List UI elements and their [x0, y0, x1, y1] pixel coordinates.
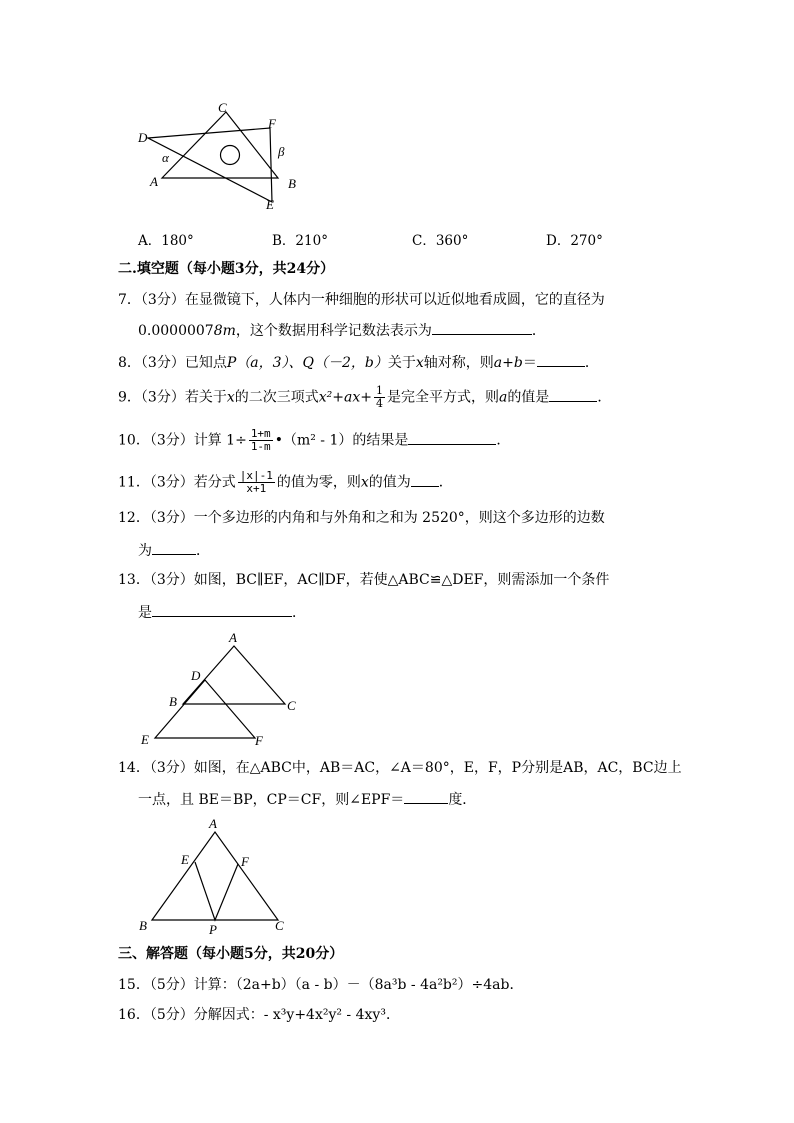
q9-answer-blank[interactable]	[549, 387, 597, 402]
label-c-q13: C	[287, 698, 296, 713]
label-a: A	[150, 174, 158, 189]
q12-answer-blank[interactable]	[152, 540, 196, 555]
segments-epf	[195, 862, 238, 920]
q8-answer-blank[interactable]	[537, 352, 585, 367]
q8-line: 8．（3分）已知点P（a，3）、Q（－2，b）关于x轴对称，则a+b＝ ．	[118, 352, 599, 373]
q7-answer-blank[interactable]	[432, 320, 532, 335]
section-title-fill-blank: 二.填空题（每小题3分，共24分）	[118, 261, 335, 277]
q7-line1: 7．（3分）在显微镜下，人体内一种细胞的形状可以近似地看成圆，它的直径为	[118, 292, 605, 308]
q9-line: 9．（3分）若关于x的二次三项式x²+ax+ $\frac{1}{4}$ 是完全平方式，则a的值是 ．	[118, 384, 612, 410]
label-a-q13: A	[229, 630, 237, 645]
q13-answer-blank[interactable]	[152, 602, 292, 617]
label-a-q14: A	[209, 816, 217, 831]
label-e-q14: E	[181, 852, 189, 867]
label-d: D	[138, 130, 148, 145]
label-f: F	[268, 116, 276, 131]
q11-fraction: $\frac{|x|-1}{x+1}$	[239, 469, 273, 495]
q10-fraction: $\frac{1+m}{1-m}$	[250, 427, 271, 453]
triangle-def	[148, 128, 272, 202]
triangle-abc	[162, 112, 278, 178]
q10-line: 10．（3分）计算 1÷ $\frac{1+m}{1-m}$ •（m² - 1）的结果是 ．	[118, 427, 511, 453]
label-b: B	[288, 176, 296, 191]
q7-line2: 0.00000078m，这个数据用科学记数法表示为 ．	[138, 320, 546, 341]
label-beta: β	[278, 144, 285, 159]
q15-line: 15．（5分）计算：（2a+b）（a - b）－（8a³b - 4a²b²）÷4ab．	[118, 977, 524, 993]
label-f-q14: F	[241, 854, 249, 869]
q13-line1: 13．（3分）如图，BC∥EF，AC∥DF，若使△ABC≌△DEF，则需添加一个条件	[118, 572, 610, 588]
triangle-abc-q14	[152, 832, 278, 920]
label-c: C	[218, 100, 227, 115]
option-b[interactable]: B．210°	[272, 233, 328, 249]
q16-line: 16．（5分）分解因式：- x³y+4x²y² - 4xy³．	[118, 1007, 400, 1023]
option-c[interactable]: C．360°	[412, 233, 469, 249]
label-e-q13: E	[141, 732, 149, 747]
q13-line2: 是 ．	[138, 602, 306, 623]
label-d-q13: D	[191, 668, 201, 683]
figure-q14	[135, 814, 295, 938]
label-b-q13: B	[169, 694, 177, 709]
figure-q13	[135, 628, 310, 750]
q14-answer-blank[interactable]	[404, 789, 448, 804]
q10-answer-blank[interactable]	[408, 430, 496, 445]
label-e: E	[266, 197, 274, 212]
option-a[interactable]: A．180°	[138, 233, 194, 249]
q12-line2: 为 ．	[138, 540, 210, 561]
q12-line1: 12．（3分）一个多边形的内角和与外角和之和为 2520°，则这个多边形的边数	[118, 510, 605, 526]
q9-fraction: $\frac{1}{4}$	[375, 384, 383, 410]
q14-line1: 14．（3分）如图，在△ABC中，AB＝AC，∠A＝80°，E，F，P分别是AB，AC，BC边上	[118, 760, 682, 776]
q14-line2: 一点，且 BE＝BP，CP＝CF，则∠EPF＝ 度．	[138, 789, 476, 810]
circle-mark	[221, 146, 240, 165]
label-alpha: α	[162, 150, 169, 165]
q11-answer-blank[interactable]	[411, 472, 439, 487]
label-b-q14: B	[139, 918, 147, 933]
section-title-solutions: 三、解答题（每小题5分，共20分）	[118, 946, 344, 962]
label-p-q14: P	[209, 922, 217, 937]
figure-q6	[130, 98, 310, 218]
label-f-q13: F	[255, 733, 263, 748]
option-d[interactable]: D．270°	[546, 233, 603, 249]
triangle-def-q13	[155, 680, 255, 738]
q11-line: 11．（3分）若分式 $\frac{|x|-1}{x+1}$ 的值为零，则x的值为 ．	[118, 469, 453, 495]
label-c-q14: C	[275, 918, 284, 933]
